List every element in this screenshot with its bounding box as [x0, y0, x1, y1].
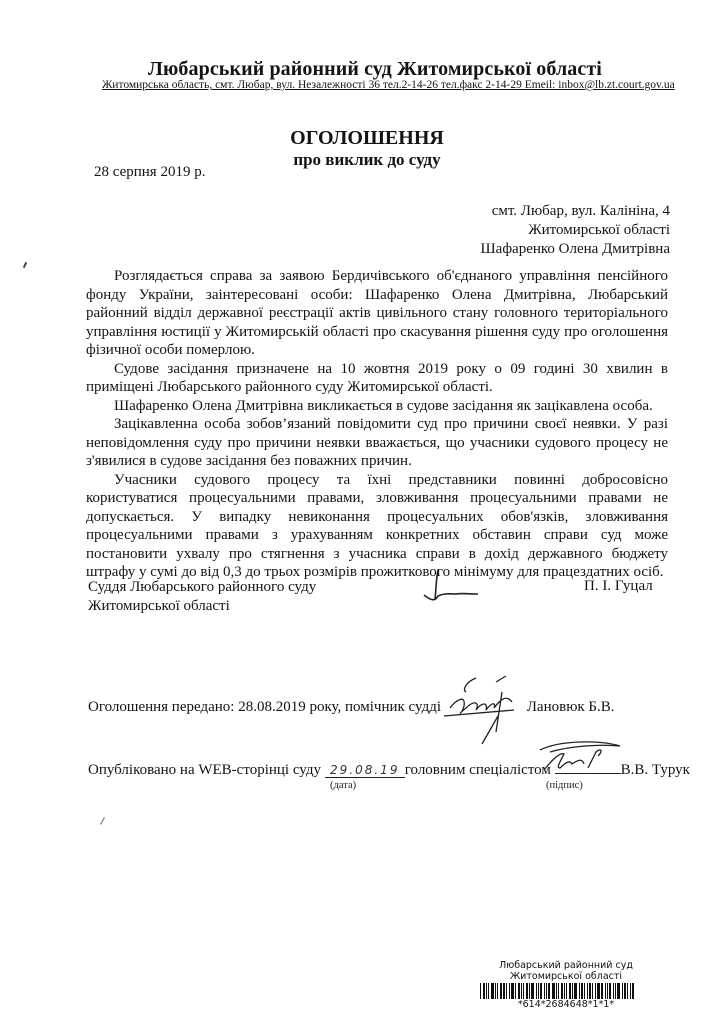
- barcode-bar: [564, 983, 565, 999]
- barcode-bar: [521, 983, 522, 999]
- margin-mark: [100, 817, 105, 824]
- barcode-bar: [595, 983, 596, 999]
- document-title: ОГОЛОШЕННЯ: [290, 127, 444, 149]
- paragraph-summons: Шафаренко Олена Дмитрівна викликається в судове засідання як зацікавлена особа.: [114, 397, 653, 414]
- margin-mark: [23, 262, 27, 268]
- barcode-bar: [540, 983, 542, 999]
- barcode-bar: [509, 983, 510, 999]
- barcode-bar: [632, 983, 634, 999]
- barcode-bar: [506, 983, 507, 999]
- stamp-line2: Житомирської області: [509, 971, 623, 982]
- paragraph-case: Розглядається справа за заявою Бердичівського об'єднаного управління пенсійного фонду України, заінтересовані особи: Шафаренко Олена Дмитрівна, Любарський районний відділ державної реєстрації актів цивільного стану головного територіального управління юстиції у Житомирській області про скасування рішення суду про оголошення фізичної особи померлою.: [86, 268, 668, 358]
- barcode-bar: [511, 983, 514, 999]
- publication-role: головним спеціалістом: [404, 762, 551, 778]
- barcode-bar: [546, 983, 547, 999]
- barcode-bar: [503, 983, 505, 999]
- barcode-bar: [630, 983, 631, 999]
- judge-name: П. І. Гуцал: [584, 578, 653, 594]
- paragraph-absence: Зацікавленна особа зобов’язаний повідомити суд про причини своєї неявки. У разі неповідомлення суду про причини неявки вважається, що учасники судового процесу не з'явилися в судове засідання без поважних причин.: [86, 416, 668, 469]
- barcode-bar: [536, 983, 537, 999]
- barcode-bar: [589, 983, 591, 999]
- barcode-bar: [488, 983, 489, 999]
- barcode-bar: [491, 983, 494, 999]
- recipient-region: Житомирської області: [528, 222, 670, 238]
- paragraph-obligations: Учасники судового процесу та їхні представники повинні добросовісно користуватися процесуальними правами, зловживання процесуальними правами не допускається. У випадку невиконання процесуальних обов'язків, зловживання процесуальними правами з урахуванням конкретних обставин справи суд може постановити ухвалу про стягнення з учасника справи в дохід державного бюджету штрафу у сумі до від 0,3 до трьох розмірів прожиткового мінімуму для працездатних осіб.: [86, 471, 668, 580]
- barcode-text: *614*2684648*1*1*: [517, 999, 615, 1010]
- barcode-bar: [495, 983, 496, 999]
- barcode-bar: [552, 983, 555, 999]
- barcode-bar: [581, 983, 583, 999]
- assistant-signature-icon: [436, 672, 526, 752]
- specialist-name: В.В. Турук: [620, 762, 690, 778]
- judge-position-line2: Житомирської області: [88, 598, 230, 614]
- barcode-bar: [544, 983, 545, 999]
- barcode-bar: [523, 983, 524, 999]
- barcode-bar: [607, 983, 608, 999]
- barcode-bar: [497, 983, 498, 999]
- recipient-street: смт. Любар, вул. Калініна, 4: [491, 203, 670, 219]
- barcode-bar: [558, 983, 559, 999]
- transfer-text: Оголошення передано: 28.08.2019 року, помічник судді: [88, 699, 441, 715]
- barcode-bar: [609, 983, 611, 999]
- barcode: [480, 983, 646, 999]
- specialist-signature-icon: [530, 738, 630, 778]
- paragraph-hearing: Судове засідання призначене на 10 жовтня 2019 року о 09 годині 30 хвилин в приміщені Любарського районного суду Житомирської області.: [86, 360, 668, 395]
- barcode-bar: [483, 983, 485, 999]
- barcode-bar: [518, 983, 520, 999]
- barcode-bar: [548, 983, 550, 999]
- announcement-body: [86, 267, 668, 582]
- transfer-line: [88, 699, 615, 716]
- barcode-bar: [613, 983, 614, 999]
- judge-position: [88, 578, 316, 616]
- barcode-bar: [572, 983, 573, 999]
- barcode-bar: [622, 983, 623, 999]
- judge-signature-icon: [420, 566, 490, 606]
- assistant-name: Лановюк Б.В.: [526, 699, 615, 715]
- stamp-line1: Любарський районний суд: [499, 960, 633, 971]
- barcode-bar: [615, 983, 616, 999]
- document-subtitle: про виклик до суду: [293, 150, 441, 169]
- barcode-bar: [526, 983, 528, 999]
- barcode-bar: [579, 983, 580, 999]
- judge-position-line1: Суддя Любарського районного суду: [88, 579, 317, 595]
- court-contacts: Житомирська область, смт. Любар, вул. Незалежності 36 тел.2-14-26 тел.факс 2-14-29 Emeil: inbox@lb.zt.court.gov.ua: [102, 79, 675, 91]
- barcode-bar: [574, 983, 577, 999]
- barcode-bar: [566, 983, 567, 999]
- barcode-bar: [617, 983, 620, 999]
- barcode-bar: [605, 983, 606, 999]
- registry-stamp: [478, 960, 654, 982]
- barcode-bar: [531, 983, 534, 999]
- barcode-bar: [597, 983, 600, 999]
- court-name: Любарський районний суд Житомирської області: [148, 58, 602, 80]
- recipient-address: [481, 202, 670, 259]
- barcode-bar: [584, 983, 585, 999]
- barcode-bar: [587, 983, 588, 999]
- barcode-bar: [624, 983, 626, 999]
- barcode-bar: [561, 983, 563, 999]
- barcode-bar: [592, 983, 593, 999]
- document-date: 28 серпня 2019 р.: [94, 164, 206, 180]
- barcode-bar: [480, 983, 481, 999]
- barcode-bar: [569, 983, 571, 999]
- barcode-bar: [486, 983, 487, 999]
- barcode-bar: [538, 983, 539, 999]
- recipient-name: Шафаренко Олена Дмитрівна: [480, 241, 670, 257]
- publication-text: Опубліковано на WEB-сторінці суду: [88, 762, 321, 778]
- barcode-bar: [529, 983, 530, 999]
- barcode-bar: [515, 983, 516, 999]
- barcode-bar: [556, 983, 557, 999]
- caption-signature: (підпис): [546, 780, 583, 791]
- barcode-bar: [627, 983, 628, 999]
- barcode-bar: [601, 983, 603, 999]
- caption-date: (дата): [330, 780, 357, 791]
- barcode-bar: [500, 983, 502, 999]
- publication-date-handwritten: 29.08.19: [325, 763, 405, 778]
